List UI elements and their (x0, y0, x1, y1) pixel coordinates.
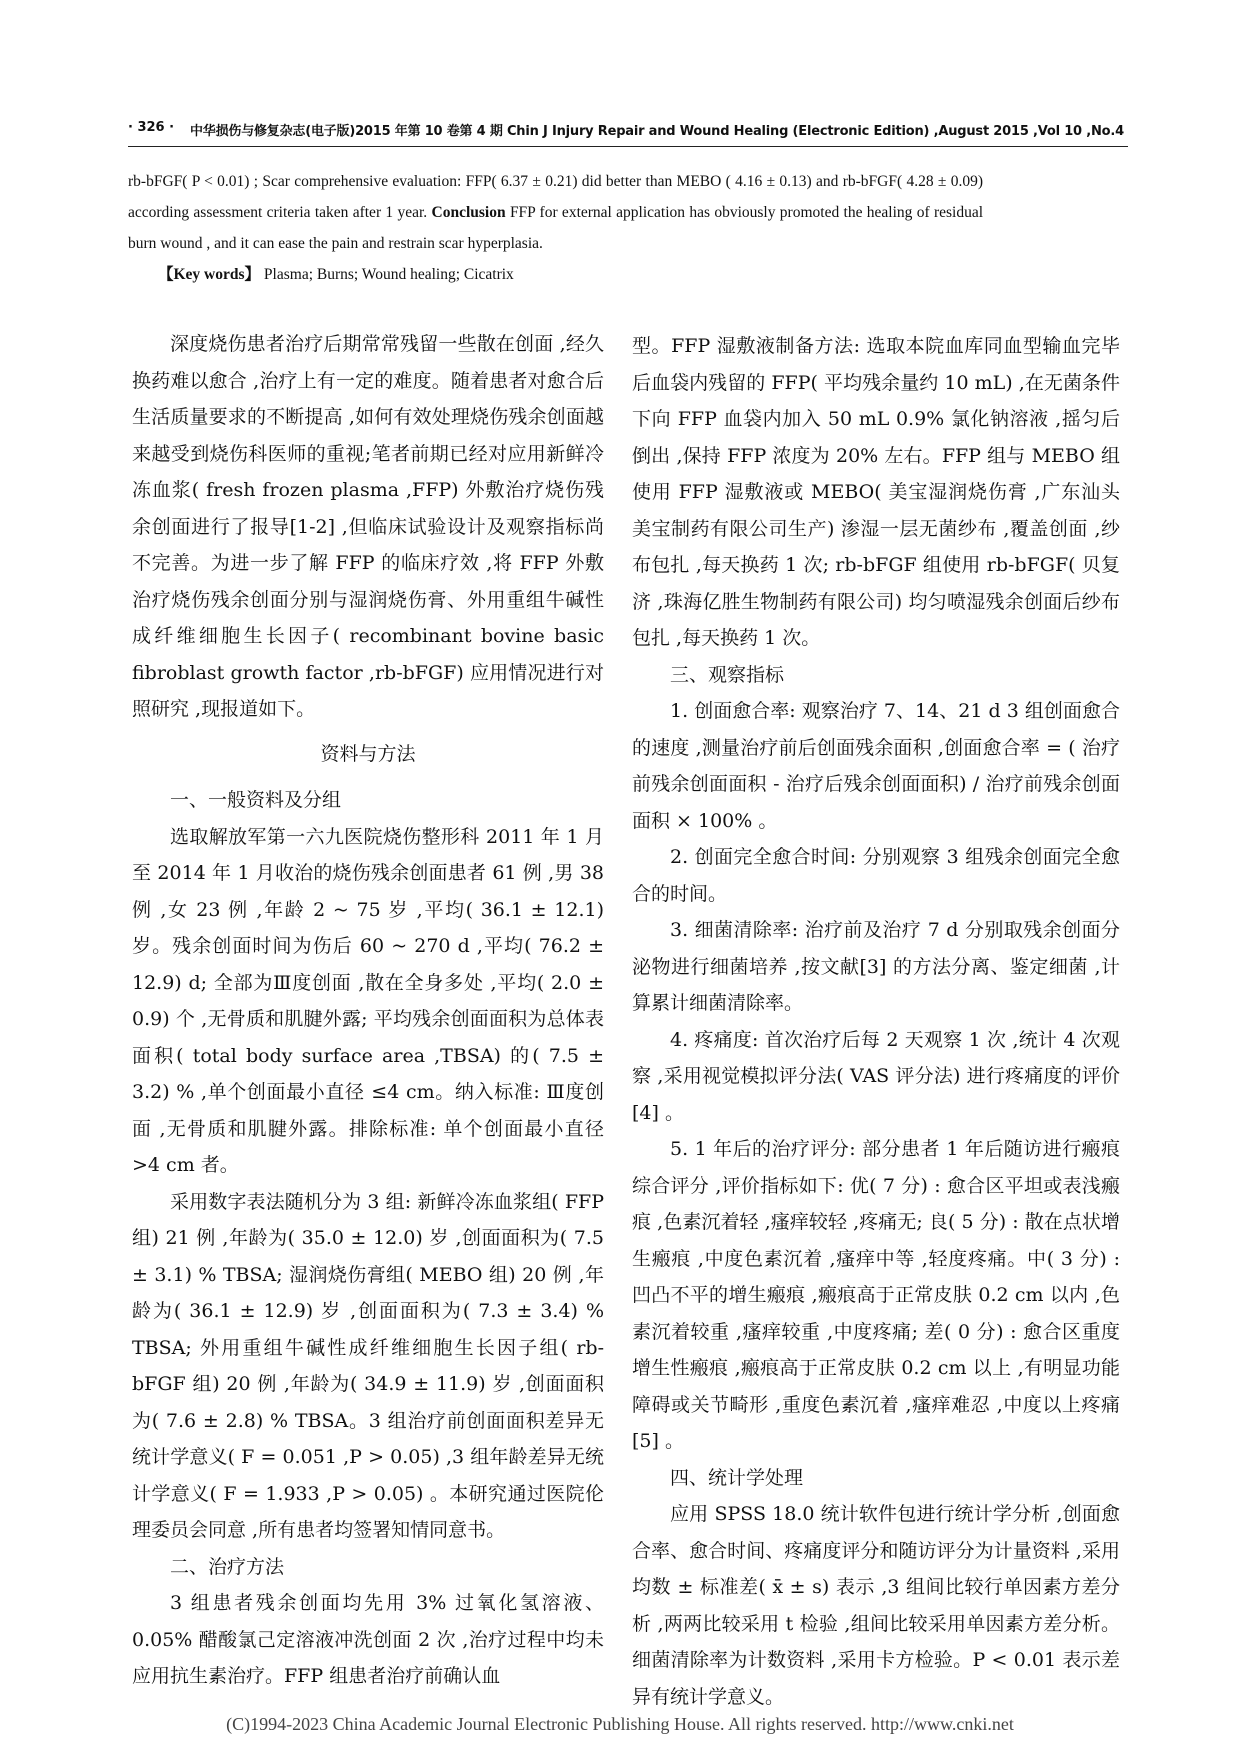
journal-citation: 中华损伤与修复杂志(电子版)2015 年第 10 卷第 4 期 Chin J Injury Repair and Wound Healing (Electronic Edition) ,August 2015 ,Vol 10 ,No.4 (190, 124, 1124, 139)
page-number: · 326 · (128, 120, 175, 135)
observation-item-2: 2. 创面完全愈合时间: 分别观察 3 组残余创面完全愈合的时间。 (632, 846, 1120, 905)
subsection-title-statistics: 四、统计学处理 (670, 1466, 804, 1489)
copyright-footer: (C)1994-2023 China Academic Journal Electronic Publishing House. All rights reserved. http://www.cnki.net (226, 1714, 1014, 1734)
abstract-results-tail: rb-bFGF( P < 0.01) ; Scar comprehensive evaluation: FFP( 6.37 ± 0.21) did better than MEBO ( 4.16 ± 0.13) and rb-bFGF( 4.28 ± 0.09) according assessment criteria taken after 1 year. (128, 173, 983, 221)
observation-item-3: 3. 细菌清除率: 治疗前及治疗 7 d 分别取残余创面分泌物进行细菌培养 ,按文献[3] 的方法分离、鉴定细菌 ,计算累计细菌清除率。 (632, 919, 1120, 1014)
right-column (632, 328, 1120, 1715)
keywords-line (128, 259, 983, 290)
subsection-title-observation: 三、观察指标 (670, 663, 785, 686)
general-data-paragraph: 选取解放军第一六九医院烧伤整形科 2011 年 1 月至 2014 年 1 月收治的烧伤残余创面患者 61 例 ,男 38 例 ,女 23 例 ,年龄 2 ~ 75 岁 ,平均( 36.1 ± 12.1) 岁。残余创面时间为伤后 60 ~ 270 d ,平均( 76.2 ± 12.9) d; 全部为Ⅲ度创面 ,散在全身多处 ,平均( 2.0 ± 0.9) 个 ,无骨质和肌腱外露; 平均残余创面面积为总体表面积( total body surface area ,TBSA) 的( 7.5 ± 3.2) % ,单个创面最小直径 ≤4 cm。纳入标准: Ⅲ度创面 ,无骨质和肌腱外露。排除标准: 单个创面最小直径 >4 cm 者。 (132, 825, 604, 1176)
running-header (128, 118, 1128, 144)
observation-item-1: 1. 创面愈合率: 观察治疗 7、14、21 d 3 组创面愈合的速度 ,测量治疗前后创面残余面积 ,创面愈合率 = ( 治疗前残余创面面积 - 治疗后残余创面面积) / 治疗前残余创面面积 × 100% 。 (632, 700, 1120, 832)
section-title-methods: 资料与方法 (320, 742, 416, 765)
statistics-paragraph: 应用 SPSS 18.0 统计软件包进行统计学分析 ,创面愈合率、愈合时间、疼痛度评分和随访评分为计量资料 ,采用均数 ± 标准差( x̄ ± s) 表示 ,3 组间比较行单因素方差分析 ,两两比较采用 t 检验 ,组间比较采用单因素方差分析。细菌清除率为计数资料 ,采用卡方检验。P < 0.01 表示差异有统计学意义。 (632, 1503, 1120, 1708)
conclusion-text: FFP for external application has obviously promoted the healing of residual burn wound , and it can ease the pain and restrain scar hyperplasia. (128, 204, 984, 252)
treatment-paragraph: 3 组患者残余创面均先用 3% 过氧化氢溶液、0.05% 醋酸氯己定溶液冲洗创面 2 次 ,治疗过程中均未应用抗生素治疗。FFP 组患者治疗前确认血 (132, 1592, 604, 1687)
abstract-block (128, 166, 983, 290)
observation-item-4: 4. 疼痛度: 首次治疗后每 2 天观察 1 次 ,统计 4 次观察 ,采用视觉模拟评分法( VAS 评分法) 进行疼痛度的评价[4] 。 (632, 1028, 1120, 1124)
treatment-continued-paragraph: 型。FFP 湿敷液制备方法: 选取本院血库同血型输血完毕后血袋内残留的 FFP( 平均残余量约 10 mL) ,在无菌条件下向 FFP 血袋内加入 50 mL 0.9% 氯化钠溶液 ,摇匀后倒出 ,保持 FFP 浓度为 20% 左右。FFP 组与 MEBO 组使用 FFP 湿敷液或 MEBO( 美宝湿润烧伤膏 ,广东汕头美宝制药有限公司生产) 渗湿一层无菌纱布 ,覆盖创面 ,纱布包扎 ,每天换药 1 次; rb-bFGF 组使用 rb-bFGF( 贝复济 ,珠海亿胜生物制药有限公司) 均匀喷湿残余创面后纱布包扎 ,每天换药 1 次。 (632, 335, 1120, 649)
conclusion-label: Conclusion (431, 204, 506, 221)
subsection-title-general: 一、一般资料及分组 (170, 789, 342, 811)
header-divider (128, 146, 1128, 147)
observation-item-5: 5. 1 年后的治疗评分: 部分患者 1 年后随访进行瘢痕综合评分 ,评价指标如下: 优( 7 分) : 愈合区平坦或表浅瘢痕 ,色素沉着轻 ,瘙痒较轻 ,疼痛无; 良( 5 分) : 散在点状增生瘢痕 ,中度色素沉着 ,瘙痒中等 ,轻度疼痛。中( 3 分) : 凹凸不平的增生瘢痕 ,瘢痕高于正常皮肤 0.2 cm 以内 ,色素沉着较重 ,瘙痒较重 ,中度疼痛; 差( 0 分) : 愈合区重度增生性瘢痕 ,瘢痕高于正常皮肤 0.2 cm 以上 ,有明显功能障碍或关节畸形 ,重度色素沉着 ,瘙痒难忍 ,中度以上疼痛[5] 。 (632, 1138, 1120, 1452)
intro-paragraph: 深度烧伤患者治疗后期常常残留一些散在创面 ,经久换药难以愈合 ,治疗上有一定的难度。随着患者对愈合后生活质量要求的不断提高 ,如何有效处理烧伤残余创面越来越受到烧伤科医师的重视;笔者前期已经对应用新鲜冷冻血浆( fresh frozen plasma ,FFP) 外敷治疗烧伤残余创面进行了报导[1-2] ,但临床试验设计及观察指标尚不完善。为进一步了解 FFP 的临床疗效 ,将 FFP 外敷治疗烧伤残余创面分别与湿润烧伤膏、外用重组牛碱性成纤维细胞生长因子( recombinant bovine basic fibroblast growth factor ,rb-bFGF) 应用情况进行对照研究 ,现报道如下。 (132, 333, 604, 720)
left-column (132, 326, 604, 1695)
keywords-text: Plasma; Burns; Wound healing; Cicatrix (263, 266, 514, 283)
subsection-title-treatment: 二、治疗方法 (170, 1555, 285, 1578)
keywords-label: 【Key words】 (158, 266, 261, 283)
abstract-text (128, 166, 983, 259)
grouping-paragraph: 采用数字表法随机分为 3 组: 新鲜冷冻血浆组( FFP 组) 21 例 ,年龄为( 35.0 ± 12.0) 岁 ,创面面积为( 7.5 ± 3.1) % TBSA; 湿润烧伤膏组( MEBO 组) 20 例 ,年龄为( 36.1 ± 12.9) 岁 ,创面面积为( 7.3 ± 3.4) % TBSA; 外用重组牛碱性成纤维细胞生长因子组( rb-bFGF 组) 20 例 ,年龄为( 34.9 ± 11.9) 岁 ,创面面积为( 7.6 ± 2.8) % TBSA。3 组治疗前创面面积差异无统计学意义( F = 0.051 ,P > 0.05) ,3 组年龄差异无统计学意义( F = 1.933 ,P > 0.05) 。本研究通过医院伦理委员会同意 ,所有患者均签署知情同意书。 (132, 1190, 604, 1541)
